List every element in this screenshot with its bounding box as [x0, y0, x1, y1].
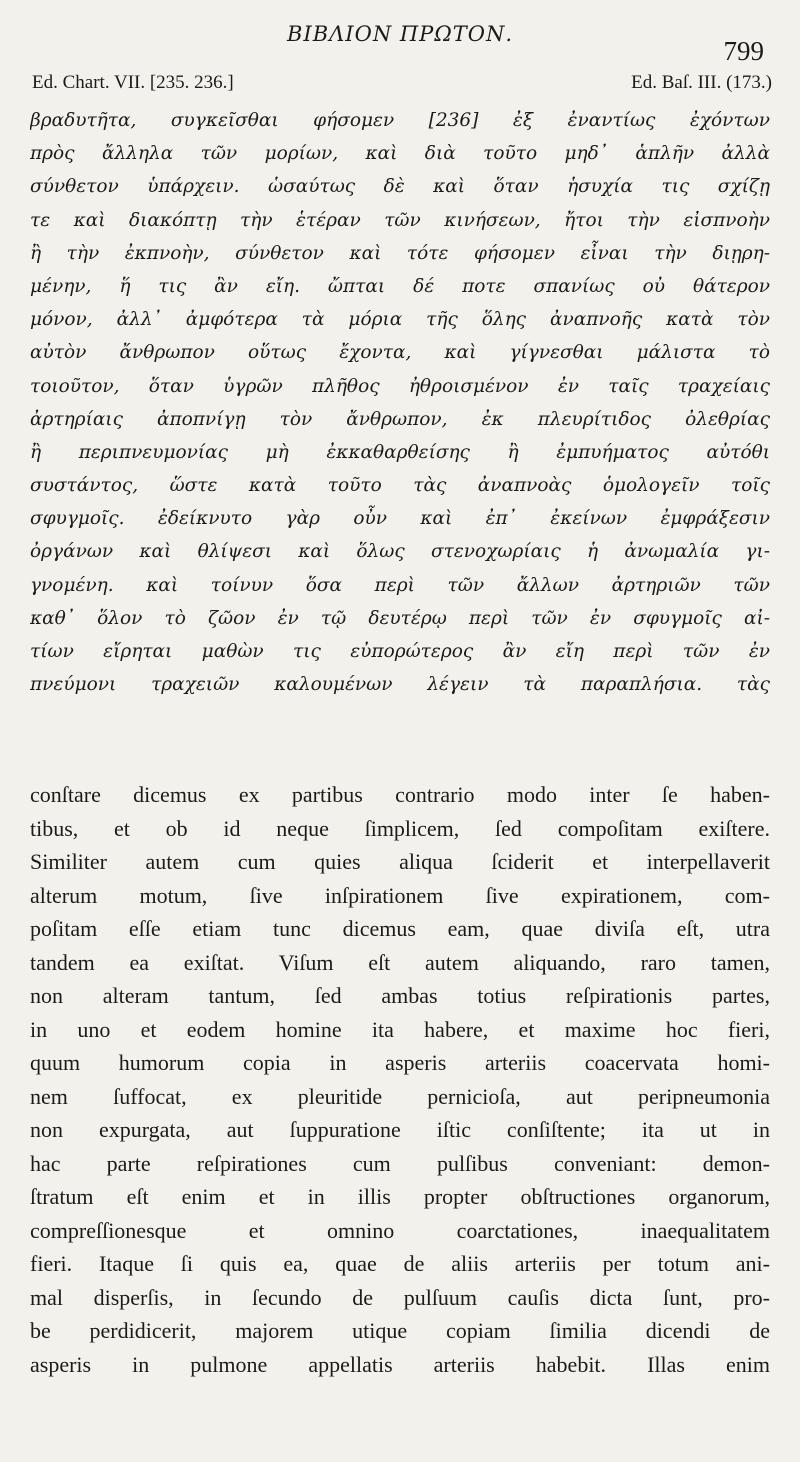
latin-line: hac parte reſpirationes cum pulſibus conveniant: demon-	[30, 1150, 770, 1176]
page-number: 799	[723, 36, 764, 66]
latin-text	[30, 778, 770, 1381]
edition-chartier: Ed. Chart. VII. [235. 236.]	[32, 72, 234, 93]
edition-basel: Ed. Baſ. III. (173.)	[631, 72, 772, 93]
greek-line: καθ᾽ ὅλον τὸ ζῶον ἐν τῷ δευτέρῳ περὶ τῶν ἐν σφυγμοῖς αἰ-	[30, 607, 770, 629]
latin-line: non alteram tantum, ſed ambas totius reſpirationis partes,	[30, 983, 770, 1008]
latin-line: tandem ea exiſtat. Viſum eſt autem aliquando, raro tamen,	[30, 949, 770, 975]
latin-line: compreſſionesque et omnino coarctationes, inaequalitatem	[30, 1217, 770, 1243]
greek-line: σφυγμοῖς. ἐδείκνυτο γὰρ οὖν καὶ ἐπ᾽ ἐκείνων ἐμφράξεσιν	[30, 508, 770, 530]
latin-line: be perdidicerit, majorem utique copiam ſimilia dicendi de	[30, 1318, 770, 1343]
latin-line: non expurgata, aut ſuppuratione iſtic conſiſtente; ita ut in	[30, 1117, 770, 1142]
greek-line: ὀργάνων καὶ θλίψεσι καὶ ὅλως στενοχωρίαις ἡ ἀνωμαλία γι-	[30, 541, 770, 563]
greek-line: ἀρτηρίαις ἀποπνίγῃ τὸν ἄνθρωπον, ἐκ πλευρίτιδος ὀλεθρίας	[30, 408, 770, 430]
greek-line: συστάντος, ὥστε κατὰ τοῦτο τὰς ἀναπνοὰς ὁμολογεῖν τοῖς	[30, 475, 770, 497]
edition-line	[32, 72, 772, 94]
greek-line: τοιοῦτον, ὅταν ὑγρῶν πλῆθος ἠθροισμένον ἐν ταῖς τραχείαις	[30, 375, 770, 397]
greek-line: πνεύμονι τραχειῶν καλουμένων λέγειν τὰ παραπλήσια. τὰς	[30, 674, 770, 696]
latin-line: quum humorum copia in asperis arteriis coacervata homi-	[30, 1050, 770, 1075]
greek-line: τε καὶ διακόπτῃ τὴν ἑτέραν τῶν κινήσεων, ἤτοι τὴν εἰσπνοὴν	[30, 209, 770, 231]
latin-line: asperis in pulmone appellatis arteriis habebit. Illas enim	[30, 1351, 770, 1377]
latin-line: conſtare dicemus ex partibus contrario modo inter ſe haben-	[30, 782, 770, 807]
latin-line: tibus, et ob id neque ſimplicem, ſed compoſitam exiſtere.	[30, 815, 770, 841]
greek-line: βραδυτῆτα, συγκεῖσθαι φήσομεν [236] ἐξ ἐναντίως ἐχόντων	[30, 110, 770, 131]
latin-line: fieri. Itaque ſi quis ea, quae de aliis arteriis per totum ani-	[30, 1251, 770, 1276]
greek-line: σύνθετον ὑπάρχειν. ὡσαύτως δὲ καὶ ὅταν ἡσυχία τις σχίζῃ	[30, 176, 770, 198]
greek-line: μόνον, ἀλλ᾽ ἀμφότερα τὰ μόρια τῆς ὅλης ἀναπνοῆς κατὰ τὸν	[30, 309, 770, 331]
latin-line: ſtratum eſt enim et in illis propter obſtructiones organorum,	[30, 1184, 770, 1209]
latin-line: mal disperſis, in ſecundo de pulſuum cauſis dicta ſunt, pro-	[30, 1284, 770, 1310]
latin-line: nem ſuffocat, ex pleuritide pernicioſa, aut peripneumonia	[30, 1083, 770, 1109]
greek-line: πρὸς ἄλληλα τῶν μορίων, καὶ διὰ τοῦτο μηδ᾽ ἁπλῆν ἀλλὰ	[30, 143, 770, 165]
latin-line: Similiter autem cum quies aliqua ſciderit et interpellaverit	[30, 849, 770, 874]
greek-line: αὐτὸν ἄνθρωπον οὕτως ἔχοντα, καὶ γίγνεσθαι μάλιστα τὸ	[30, 342, 770, 364]
greek-line: ἢ περιπνευμονίας μὴ ἐκκαθαρθείσης ἢ ἐμπυήματος αὐτόθι	[30, 441, 770, 463]
greek-line: ἢ τὴν ἐκπνοὴν, σύνθετον καὶ τότε φήσομεν εἶναι τὴν διῃρη-	[30, 242, 770, 264]
latin-line: poſitam eſſe etiam tunc dicemus eam, quae diviſa eſt, utra	[30, 916, 770, 941]
greek-text	[30, 104, 770, 701]
latin-line: alterum motum, ſive inſpirationem ſive expirationem, com-	[30, 882, 770, 908]
greek-line: γνομένη. καὶ τοίνυν ὅσα περὶ τῶν ἄλλων ἀρτηριῶν τῶν	[30, 574, 770, 596]
running-head: ΒΙΒΛΙΟΝ ΠΡΩΤΟΝ.	[286, 22, 513, 46]
greek-line: τίων εἴρηται μαθὼν τις εὐπορώτερος ἂν εἴη περὶ τῶν ἐν	[30, 641, 770, 662]
latin-line: in uno et eodem homine ita habere, et maxime hoc fieri,	[30, 1016, 770, 1042]
greek-line: μένην, ἥ τις ἂν εἴη. ὤπται δέ ποτε σπανίως οὐ θάτερον	[30, 275, 770, 297]
